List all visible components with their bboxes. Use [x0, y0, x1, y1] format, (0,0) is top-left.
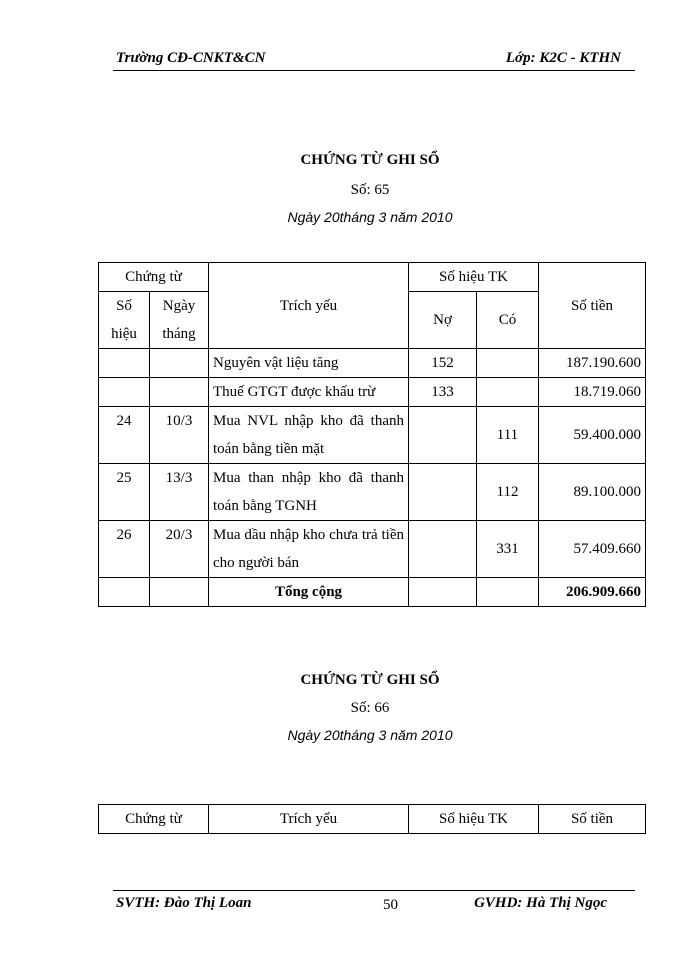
- header-so-tien: Số tiền: [539, 263, 646, 349]
- total-label: Tổng cộng: [209, 578, 409, 607]
- header-trich-yeu: Trích yếu: [209, 263, 409, 349]
- page-number: 50: [383, 897, 398, 913]
- doc2-title: CHỨNG TỪ GHI SỔ: [300, 672, 440, 688]
- page-header: [113, 50, 635, 71]
- total-value: 206.909.660: [539, 578, 646, 607]
- table-row: 25 13/3 Mua than nhập kho đã thanh toán bằng TGNH 112 89.100.000: [99, 464, 646, 521]
- page-footer: [113, 890, 635, 917]
- school-name: Trường CĐ-CNKT&CN: [116, 50, 266, 66]
- class-name: Lớp: K2C - KTHN: [505, 50, 621, 66]
- header-ngay-thang: Ngày tháng: [150, 292, 209, 349]
- header-so-hieu-tk: Số hiệu TK: [409, 263, 539, 292]
- header-chung-tu: Chứng từ: [99, 263, 209, 292]
- doc1-date: Ngày 20tháng 3 năm 2010: [287, 209, 453, 225]
- table-row: Thuế GTGT được khấu trừ 133 18.719.060: [99, 378, 646, 407]
- header-chung-tu: Chứng từ: [99, 805, 209, 834]
- header-so-hieu: Số hiệu: [99, 292, 150, 349]
- doc1-title: CHỨNG TỪ GHI SỔ: [300, 152, 440, 168]
- doc2-number: Số: 66: [350, 700, 390, 716]
- header-co: Có: [477, 292, 539, 349]
- doc2-table: [98, 804, 646, 834]
- total-row: [99, 578, 646, 607]
- doc2-date: Ngày 20tháng 3 năm 2010: [287, 727, 453, 743]
- header-trich-yeu: Trích yếu: [209, 805, 409, 834]
- header-no: Nợ: [409, 292, 477, 349]
- header-so-hieu-tk: Số hiệu TK: [409, 805, 539, 834]
- header-so-tien: Số tiền: [539, 805, 646, 834]
- doc1-table: [98, 262, 646, 607]
- supervisor-name: GVHD: Hà Thị Ngọc: [474, 895, 607, 911]
- table-row: Nguyên vật liệu tăng 152 187.190.600: [99, 349, 646, 378]
- student-name: SVTH: Đào Thị Loan: [116, 895, 252, 911]
- table-row: 26 20/3 Mua dầu nhập kho chưa trả tiền cho người bán 331 57.409.660: [99, 521, 646, 578]
- doc1-number: Số: 65: [350, 182, 390, 198]
- table-row: 24 10/3 Mua NVL nhập kho đã thanh toán bằng tiền mặt 111 59.400.000: [99, 407, 646, 464]
